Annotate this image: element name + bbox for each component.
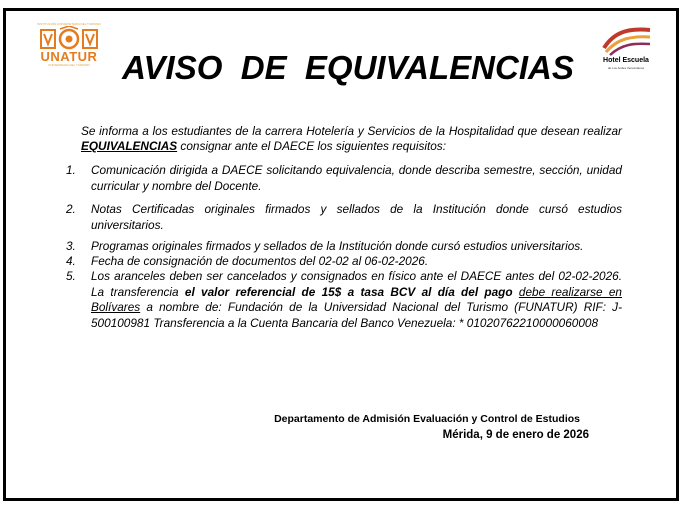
requirement-number: 4. (66, 254, 76, 268)
unatur-brand: UNATUR (40, 49, 98, 64)
unatur-emblem-icon (40, 26, 98, 50)
intro-text-after: consignar ante el DAECE los siguientes requisitos: (177, 139, 446, 153)
hotel-escuela-wave-icon (600, 26, 652, 56)
document-date: Mérida, 9 de enero de 2026 (442, 429, 589, 441)
requirement-number: 5. (66, 269, 76, 283)
requirement-item-3 (66, 239, 622, 255)
reference-value-text: el valor referencial de 15$ a tasa BCV al día del pago (184, 284, 513, 299)
requirement-text: Fecha de consignación de documentos del 02-02 al 06-02-2026. (91, 254, 429, 268)
hotel-escuela-logo (596, 26, 656, 72)
requirement-number: 3. (66, 239, 76, 253)
requirement-text: Notas Certificadas originales firmados y sellados de la Institución donde cursó estudios universitarios. (91, 202, 622, 232)
intro-keyword: EQUIVALENCIAS (81, 139, 178, 153)
intro-text-before: Se informa a los estudiantes de la carrera Hotelería y Servicios de la Hospitalidad que desean realizar (81, 124, 622, 138)
page-title: AVISO DE EQUIVALENCIAS (122, 49, 574, 86)
unatur-tagline: UNIVERSIDAD DEL TURISMO (48, 63, 90, 67)
hotel-escuela-subtitle: de Los Andes Venezolanos (607, 66, 645, 70)
requirement-number: 1. (66, 163, 76, 177)
requirement-5-part2: a nombre de: Fundación de la Universidad Nacional del Turismo (FUNATUR) RIF: J-500100981 Transferencia a la Cuenta Bancaria del Banco Venezuela: * 01020762210000060008 (91, 300, 622, 330)
requirement-item-1 (66, 163, 622, 194)
requirement-number: 2. (66, 202, 76, 216)
requirement-text: Programas originales firmados y sellados de la Institución donde cursó estudios universitarios. (91, 239, 584, 253)
requirement-item-2 (66, 202, 622, 233)
bolivares-note: debe realizarse en Bolívares (91, 284, 622, 314)
requirement-5-part1: Los aranceles deben ser cancelados y consignados en físico ante el DAECE antes del 02-02-2026. La transferencia (91, 269, 622, 299)
unatur-logo (34, 22, 104, 68)
hotel-escuela-name: Hotel Escuela (603, 57, 649, 64)
requirement-item-4 (66, 254, 622, 270)
unatur-logo-top-text: INSTITUCIÓN UNIVERSITARIA DEL TURISMO (37, 22, 101, 26)
requirement-text: Comunicación dirigida a DAECE solicitando equivalencia, donde describa semestre, sección, unidad curricular y nombre del Docente. (91, 163, 622, 193)
requirement-item-5 (66, 269, 622, 331)
intro-paragraph (81, 124, 622, 154)
requirement-text (91, 269, 622, 331)
department-signature: Departamento de Admisión Evaluación y Control de Estudios (274, 413, 580, 425)
